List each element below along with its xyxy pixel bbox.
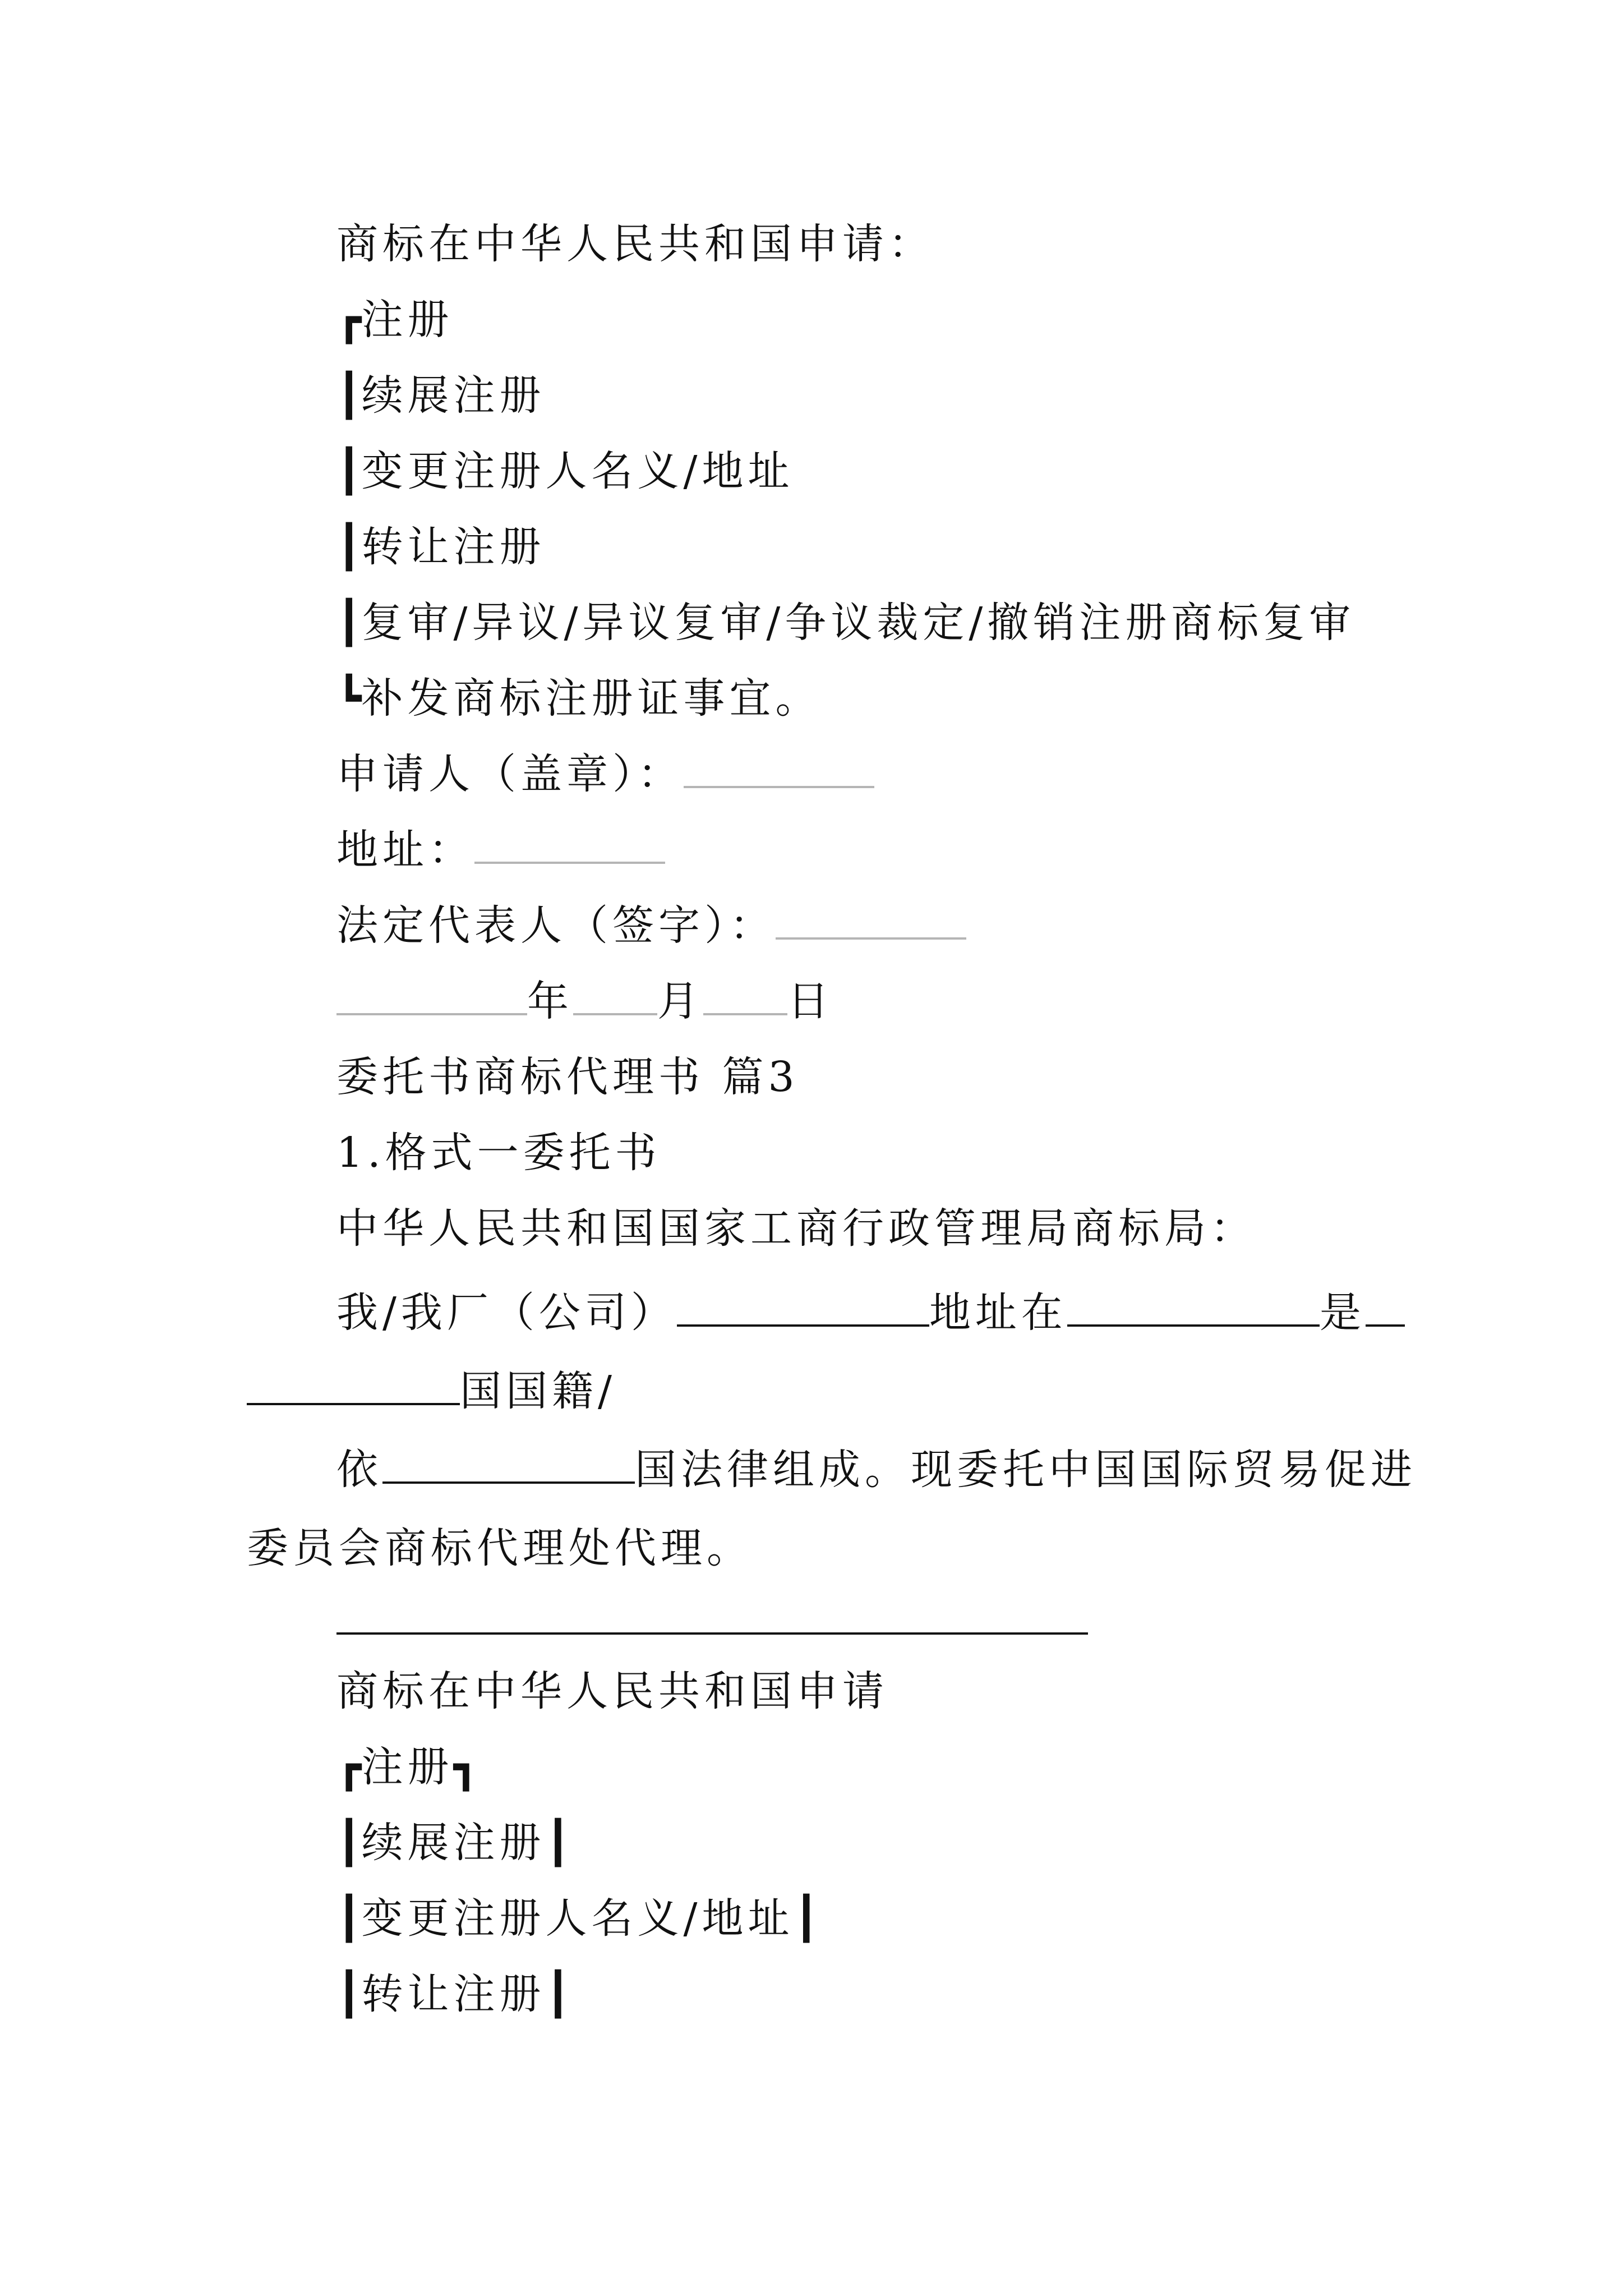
applicant-label: 申请人（盖章）： — [336, 750, 684, 798]
option-label: 变更注册人名义/地址 — [361, 1894, 794, 1943]
month-label: 月 — [657, 977, 703, 1025]
bracket-bar: ┃ — [794, 1894, 819, 1943]
option2-change-name — [336, 1890, 819, 1947]
bracket-bar: ┃ — [545, 1970, 571, 2018]
nationality-blank-start[interactable] — [1366, 1285, 1405, 1327]
para1-line1 — [336, 1285, 1405, 1341]
legal-rep-blank[interactable] — [776, 898, 966, 940]
bracket-top-left: ┏ — [336, 296, 362, 344]
option-label: 转让注册 — [361, 523, 546, 571]
section2-title: 委托书商标代理书 篇3 — [336, 1053, 799, 1101]
option-renewal — [336, 367, 546, 424]
para2-text-a: 依 — [336, 1446, 382, 1494]
para1-text-b: 地址在 — [929, 1289, 1067, 1337]
year-blank[interactable] — [336, 974, 527, 1015]
format-title: 1.格式一委托书 — [336, 1129, 661, 1177]
applicant-line — [336, 746, 874, 802]
bracket-bar: ┃ — [336, 1819, 362, 1867]
option-label: 续展注册 — [361, 371, 546, 420]
bracket-bar: ┃ — [336, 599, 362, 647]
nationality-blank[interactable] — [247, 1364, 460, 1405]
para2-text-b: 国法律组成。现委托中国国际贸易促进 — [635, 1446, 1417, 1494]
option-transfer — [336, 519, 546, 575]
bracket-top-left: ┏ — [336, 1743, 362, 1791]
option-reissue — [336, 670, 822, 726]
bracket-top-right: ┓ — [453, 1743, 479, 1791]
date-line — [336, 973, 833, 1029]
option-label: 续展注册 — [361, 1819, 546, 1867]
bracket-bottom-left: ┗ — [336, 674, 362, 723]
day-blank[interactable] — [703, 974, 787, 1015]
year-label: 年 — [527, 977, 573, 1025]
country-law-blank[interactable] — [382, 1442, 635, 1484]
para1-line2 — [247, 1363, 616, 1419]
section1-heading: 商标在中华人民共和国申请： — [336, 220, 934, 268]
para2-line1 — [336, 1442, 1417, 1498]
day-label: 日 — [787, 977, 833, 1025]
option-change-name — [336, 443, 794, 499]
option-label: 注册 — [361, 296, 454, 344]
bracket-bar: ┃ — [336, 1970, 362, 2018]
bracket-bar: ┃ — [545, 1819, 571, 1867]
option-label: 注册 — [361, 1743, 454, 1791]
trademark-blank-line[interactable] — [336, 1632, 1088, 1635]
option-label: 复审/异议/异议复审/争议裁定/撤销注册商标复审 — [361, 599, 1355, 647]
option2-register — [336, 1739, 478, 1795]
option-label: 补发商标注册证事宜。 — [361, 674, 822, 723]
section2-heading: 商标在中华人民共和国申请 — [336, 1667, 888, 1715]
para2-line2: 委员会商标代理处代理。 — [247, 1524, 753, 1572]
option-review — [336, 595, 1355, 651]
bracket-bar: ┃ — [336, 1894, 362, 1943]
option2-renewal — [336, 1815, 570, 1871]
para1-text-d: 国国籍/ — [460, 1367, 616, 1415]
address-line — [336, 822, 665, 878]
legal-rep-label: 法定代表人（签字）： — [336, 901, 776, 950]
para1-text-c: 是 — [1319, 1289, 1366, 1337]
addressee: 中华人民共和国国家工商行政管理局商标局： — [336, 1204, 1256, 1253]
legal-rep-line — [336, 898, 966, 954]
company-address-blank[interactable] — [1067, 1285, 1320, 1327]
month-blank[interactable] — [573, 974, 657, 1015]
company-name-blank[interactable] — [677, 1285, 929, 1327]
applicant-blank[interactable] — [684, 747, 874, 788]
option2-transfer — [336, 1966, 570, 2022]
address-label: 地址： — [336, 826, 474, 874]
bracket-bar: ┃ — [336, 523, 362, 571]
option-label: 转让注册 — [361, 1970, 546, 2018]
para1-text-a: 我/我厂（公司） — [336, 1289, 677, 1337]
bracket-bar: ┃ — [336, 371, 362, 420]
bracket-bar: ┃ — [336, 447, 362, 495]
option-register — [336, 292, 454, 348]
option-label: 变更注册人名义/地址 — [361, 447, 794, 495]
address-blank[interactable] — [474, 822, 665, 864]
